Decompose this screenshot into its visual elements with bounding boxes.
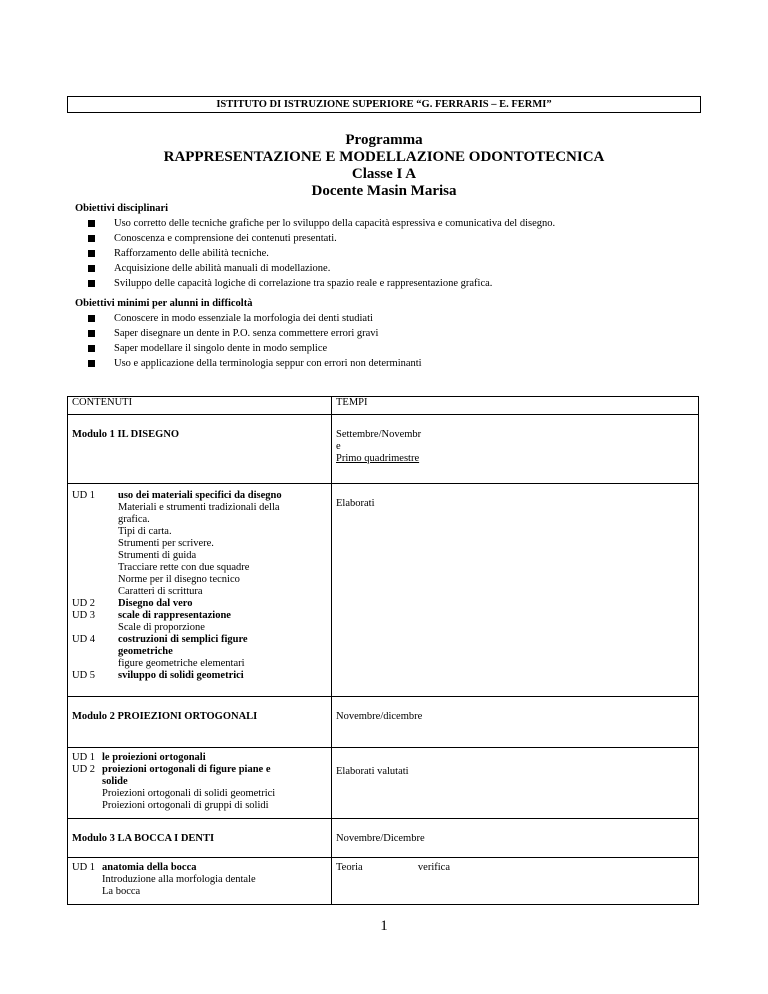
module2-time: Novembre/dicembre xyxy=(332,697,699,748)
square-bullet-icon xyxy=(88,360,95,367)
list-item: Conoscenza e comprensione dei contenuti presentati. xyxy=(75,231,555,246)
ud-number: UD 1 xyxy=(72,752,96,763)
minimum-objectives-heading: Obiettivi minimi per alunni in difficoltà xyxy=(75,298,253,309)
module1-title: Modulo 1 IL DISEGNO xyxy=(72,429,180,440)
program-table xyxy=(67,396,699,905)
ud-number: UD 1 xyxy=(72,862,96,873)
objectives-section xyxy=(75,201,555,291)
list-item: Rafforzamento delle abilità tecniche. xyxy=(75,246,555,261)
table-row xyxy=(68,415,699,484)
square-bullet-icon xyxy=(88,220,95,227)
module2-units: UD 1 le proiezioni ortogonali UD 2 proiezioni ortogonali di figure piane e solide Proiezioni ortogonali di solidi geometrici Proiezioni ortogonali di gruppi di solidi xyxy=(68,748,332,819)
title-programma: Programma xyxy=(345,132,423,148)
ud-number: UD 3 xyxy=(72,610,96,621)
list-item: Saper disegnare un dente in P.O. senza commettere errori gravi xyxy=(75,326,422,341)
module3-assessment xyxy=(332,858,699,905)
list-item: Acquisizione delle abilità manuali di modellazione. xyxy=(75,261,555,276)
table-row xyxy=(68,697,699,748)
ud-number: UD 1 xyxy=(72,490,96,501)
table-header-row xyxy=(68,397,699,415)
table-row xyxy=(68,858,699,905)
list-item: Sviluppo delle capacità logiche di correlazione tra spazio reale e rappresentazione grafica. xyxy=(75,276,555,291)
header-tempi: TEMPI xyxy=(332,397,699,415)
ud-number: UD 5 xyxy=(72,670,96,681)
square-bullet-icon xyxy=(88,315,95,322)
list-item: Uso corretto delle tecniche grafiche per lo sviluppo della capacità espressiva e comunicativa del disegno. xyxy=(75,216,555,231)
list-item: Uso e applicazione della terminologia seppur con errori non determinanti xyxy=(75,356,422,371)
module1-units: UD 1 uso dei materiali specifici da disegno Materiali e strumenti tradizionali della grafica. Tipi di carta. Strumenti per scrivere. Strumenti di guida Tracciare rette con due squadre Norme per il disegno tecnico Caratteri di scrittura UD 2 Disegno dal vero UD 3 scale di rappresentazione Scale di proporzione UD 4 costruzioni di semplici figure geometriche figure geometriche elementari UD 5 sviluppo di solidi geometrici xyxy=(68,484,332,697)
module2-elaborati: Elaborati valutati xyxy=(332,748,699,819)
title-teacher: Docente Masin Marisa xyxy=(311,183,457,199)
list-item: Conoscere in modo essenziale la morfologia dei denti studiati xyxy=(75,311,422,326)
objectives-heading: Obiettivi disciplinari xyxy=(75,203,169,214)
table-row xyxy=(68,748,699,819)
module3-time: Novembre/Dicembre xyxy=(332,819,699,858)
teoria-label: Teoria xyxy=(336,862,363,873)
square-bullet-icon xyxy=(88,330,95,337)
title-block xyxy=(0,132,768,200)
table-row xyxy=(68,819,699,858)
title-class: Classe I A xyxy=(351,166,417,182)
page-number: 1 xyxy=(380,918,388,934)
square-bullet-icon xyxy=(88,265,95,272)
module3-units: UD 1 anatomia della bocca Introduzione alla morfologia dentale La bocca xyxy=(68,858,332,905)
module1-time: Settembre/Novembr e Primo quadrimestre xyxy=(332,415,699,484)
square-bullet-icon xyxy=(88,235,95,242)
ud-number: UD 2 xyxy=(72,764,96,775)
ud-number: UD 4 xyxy=(72,634,96,645)
verifica-label: verifica xyxy=(417,862,450,873)
minimum-objectives-section xyxy=(75,296,422,371)
ud-number: UD 2 xyxy=(72,598,96,609)
square-bullet-icon xyxy=(88,280,95,287)
list-item: Saper modellare il singolo dente in modo semplice xyxy=(75,341,422,356)
objectives-list xyxy=(75,216,555,291)
header-contenuti: CONTENUTI xyxy=(68,397,332,415)
table-row xyxy=(68,484,699,697)
module2-title: Modulo 2 PROIEZIONI ORTOGONALI xyxy=(72,711,258,722)
title-subject: RAPPRESENTAZIONE E MODELLAZIONE ODONTOTECNICA xyxy=(163,149,605,165)
module3-title: Modulo 3 LA BOCCA I DENTI xyxy=(72,833,215,844)
square-bullet-icon xyxy=(88,345,95,352)
institute-header: ISTITUTO DI ISTRUZIONE SUPERIORE “G. FERRARIS – E. FERMI” xyxy=(67,96,701,113)
module1-elaborati: Elaborati xyxy=(332,484,699,697)
minimum-objectives-list xyxy=(75,311,422,371)
square-bullet-icon xyxy=(88,250,95,257)
